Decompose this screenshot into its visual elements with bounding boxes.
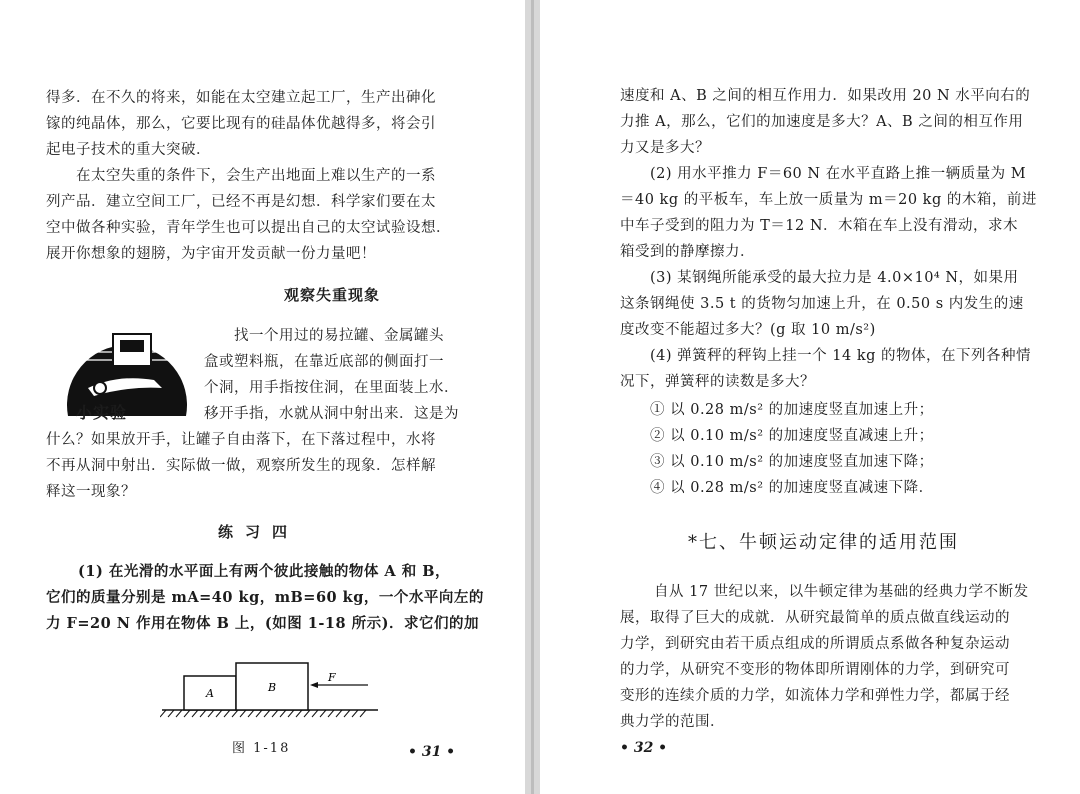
text-line: 箱受到的静摩擦力． (620, 244, 755, 260)
text-line: 在太空失重的条件下，会生产出地面上难以生产的一系 (76, 168, 436, 184)
text-line: (1) 在光滑的水平面上有两个彼此接触的物体 A 和 B， (78, 563, 451, 580)
experiment-heading: 观察失重现象 (284, 286, 381, 304)
list-item: ④ 以 0.28 m/s² 的加速度竖直减速下降． (650, 480, 934, 496)
text-line: 释这一现象？ (46, 484, 136, 500)
text-line: 中车子受到的阻力为 T＝12 N．木箱在车上没有滑动，求木 (620, 218, 1019, 234)
text-line: 什么？如果放开手，让罐子自由落下，在下落过程中，水将 (46, 432, 436, 448)
text-line: 度改变不能超过多大？(g 取 10 m/s²) (620, 322, 876, 338)
text-line: 力学，到研究由若干质点组成的所谓质点系做各种复杂运动 (620, 636, 1010, 652)
text-line: 自从 17 世纪以来，以牛顿定律为基础的经典力学不断发 (654, 584, 1029, 600)
text-line: 个洞，用手指按住洞，在里面装上水． (204, 380, 459, 396)
text-line: 盒或塑料瓶，在靠近底部的侧面打一 (204, 354, 444, 370)
label-f: F (328, 671, 336, 684)
text-line: 展开你想象的翅膀，为宇宙开发贡献一份力量吧！ (46, 246, 376, 262)
experiment-badge: 小实验 (76, 403, 128, 422)
label-a: A (206, 687, 214, 700)
text-line: 力推 A，那么，它们的加速度是多大？A、B 之间的相互作用 (620, 114, 1024, 130)
text-line: 镓的纯晶体，那么，它要比现有的硅晶体优越得多，将会引 (46, 116, 436, 132)
section-title: *七、牛顿运动定律的适用范围 (688, 532, 959, 553)
text-line: 展，取得了巨大的成就．从研究最简单的质点做直线运动的 (620, 610, 1010, 626)
list-item: ① 以 0.28 m/s² 的加速度竖直加速上升； (650, 402, 934, 418)
text-line: 力又是多大？ (620, 140, 710, 156)
text-line: 这条钢绳使 3.5 t 的货物匀加速上升，在 0.50 s 内发生的速 (620, 296, 1024, 312)
text-line: 不再从洞中射出．实际做一做，观察所发生的现象．怎样解 (46, 458, 436, 474)
figure-blocks (160, 655, 380, 725)
figure-caption: 图 1-18 (232, 741, 291, 756)
text-line: 变形的连续介质的力学，如流体力学和弹性力学，都属于经 (620, 688, 1010, 704)
page-number: • 31 • (408, 744, 456, 760)
book-gutter (525, 0, 540, 794)
list-item: ② 以 0.10 m/s² 的加速度竖直减速上升； (650, 428, 934, 444)
text-line: 列产品．建立空间工厂，已经不再是幻想．科学家们要在太 (46, 194, 436, 210)
text-line: 起电子技术的重大突破． (46, 142, 211, 158)
list-item: ③ 以 0.10 m/s² 的加速度竖直加速下降； (650, 454, 934, 470)
text-line: 找一个用过的易拉罐、金属罐头 (234, 328, 444, 344)
label-b: B (268, 681, 277, 694)
exercise-heading: 练习四 (218, 523, 300, 541)
text-line: 空中做各种实验，青年学生也可以提出自己的太空试验设想． (46, 220, 451, 236)
text-line: (3) 某钢绳所能承受的最大拉力是 4.0×10⁴ N，如果用 (650, 270, 1019, 286)
text-line: 典力学的范围． (620, 714, 725, 730)
text-line: 的力学，从研究不变形的物体即所谓刚体的力学，到研究可 (620, 662, 1010, 678)
text-line: 移开手指，水就从洞中射出来．这是为 (204, 406, 459, 422)
page-number: • 32 • (620, 740, 668, 756)
text-line: 况下，弹簧秤的读数是多大？ (620, 374, 815, 390)
text-line: (4) 弹簧秤的秤钩上挂一个 14 kg 的物体，在下列各种情 (650, 348, 1031, 364)
text-line: 力 F=20 N 作用在物体 B 上，(如图 1-18 所示)．求它们的加 (46, 615, 479, 632)
text-line: ＝40 kg 的平板车，车上放一质量为 m＝20 kg 的木箱，前进 (620, 192, 1037, 208)
text-line: 得多．在不久的将来，如能在太空建立起工厂，生产出砷化 (46, 90, 436, 106)
text-line: 它们的质量分别是 mA=40 kg，mB=60 kg，一个水平向左的 (46, 589, 484, 606)
text-line: (2) 用水平推力 F＝60 N 在水平直路上推一辆质量为 M (650, 166, 1027, 182)
text-line: 速度和 A、B 之间的相互作用力．如果改用 20 N 水平向右的 (620, 88, 1031, 104)
